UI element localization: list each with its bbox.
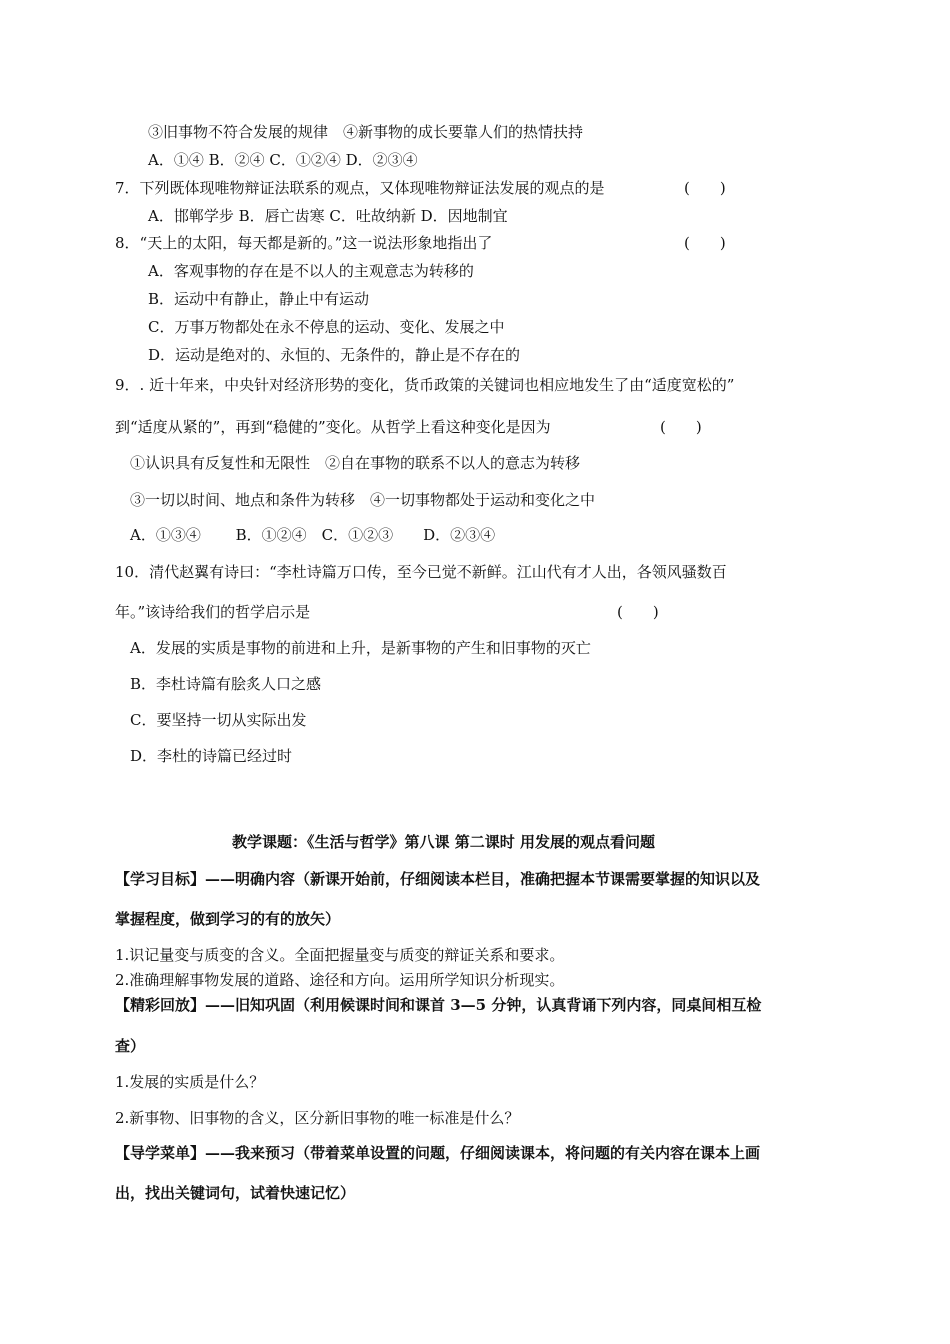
q8-option-b: B．运动中有静止，静止中有运动 xyxy=(148,290,370,308)
q10-answer-paren: ( ) xyxy=(617,603,659,621)
q8-option-a: A．客观事物的存在是不以人的主观意志为转移的 xyxy=(148,262,474,280)
q9-stem-line2: 到“适度从紧的”，再到“稳健的”变化。从哲学上看这种变化是因为 xyxy=(115,418,551,436)
q10-option-a: A．发展的实质是事物的前进和上升，是新事物的产生和旧事物的灭亡 xyxy=(130,639,591,657)
q10-stem-line2: 年。”该诗给我们的哲学启示是 xyxy=(115,603,311,621)
lesson-title: 教学课题：《生活与哲学》第八课 第二课时 用发展的观点看问题 xyxy=(232,833,655,851)
q10-option-b: B．李杜诗篇有脍炙人口之感 xyxy=(130,675,322,693)
q8-answer-paren: ( ) xyxy=(684,234,726,252)
q8-stem: 8．“天上的太阳，每天都是新的。”这一说法形象地指出了 xyxy=(115,234,493,252)
q6-option-34: ③旧事物不符合发展的规律 ④新事物的成长要靠人们的热情扶持 xyxy=(148,123,584,141)
review-item-2: 2.新事物、旧事物的含义，区分新旧事物的唯一标准是什么？ xyxy=(115,1109,520,1127)
q9-option-34: ③一切以时间、地点和条件为转移 ④一切事物都处于运动和变化之中 xyxy=(130,491,596,509)
q8-option-d: D．运动是绝对的、永恒的、无条件的，静止是不存在的 xyxy=(148,346,521,364)
menu-heading-line2: 出，找出关键词句，试着快速记忆） xyxy=(115,1184,356,1202)
q9-choices: A．①③④ B．①②④ C．①②③ D．②③④ xyxy=(130,526,496,544)
q10-option-c: C．要坚持一切从实际出发 xyxy=(130,711,307,729)
menu-heading-line1: 【导学菜单】——我来预习（带着菜单设置的问题，仔细阅读课本，将问题的有关内容在课本上画 xyxy=(115,1144,761,1162)
q9-option-12: ①认识具有反复性和无限性 ②自在事物的联系不以人的意志为转移 xyxy=(130,454,581,472)
q8-option-c: C．万事万物都处在永不停息的运动、变化、发展之中 xyxy=(148,318,505,336)
review-heading-line2: 查） xyxy=(115,1037,146,1055)
goal-item-2: 2.准确理解事物发展的道路、途径和方向。运用所学知识分析现实。 xyxy=(115,971,565,989)
q6-choices: A．①④ B．②④ C．①②④ D．②③④ xyxy=(148,151,418,169)
q10-stem-line1: 10．清代赵翼有诗曰：“李杜诗篇万口传，至今已觉不新鲜。江山代有才人出，各领风骚数百 xyxy=(115,563,727,581)
q7-choices: A．邯郸学步 B．唇亡齿寒 C．吐故纳新 D．因地制宜 xyxy=(148,207,508,225)
goal-item-1: 1.识记量变与质变的含义。全面把握量变与质变的辩证关系和要求。 xyxy=(115,946,565,964)
goals-heading-line1: 【学习目标】——明确内容（新课开始前，仔细阅读本栏目，准确把握本节课需要掌握的知识以及 xyxy=(115,870,761,888)
q9-answer-paren: ( ) xyxy=(660,418,702,436)
q7-stem: 7．下列既体现唯物辩证法联系的观点，又体现唯物辩证法发展的观点的是 xyxy=(115,179,605,197)
q10-option-d: D．李杜的诗篇已经过时 xyxy=(130,747,293,765)
q9-stem-line1: 9．. 近十年来，中央针对经济形势的变化，货币政策的关键词也相应地发生了由“适度宽松的” xyxy=(115,376,735,394)
review-heading-line1: 【精彩回放】——旧知巩固（利用候课时间和课首 3—5 分钟，认真背诵下列内容，同桌间相互检 xyxy=(115,996,762,1014)
review-item-1: 1.发展的实质是什么？ xyxy=(115,1073,265,1091)
goals-heading-line2: 掌握程度，做到学习的有的放矢） xyxy=(115,910,341,928)
q7-answer-paren: ( ) xyxy=(684,179,726,197)
